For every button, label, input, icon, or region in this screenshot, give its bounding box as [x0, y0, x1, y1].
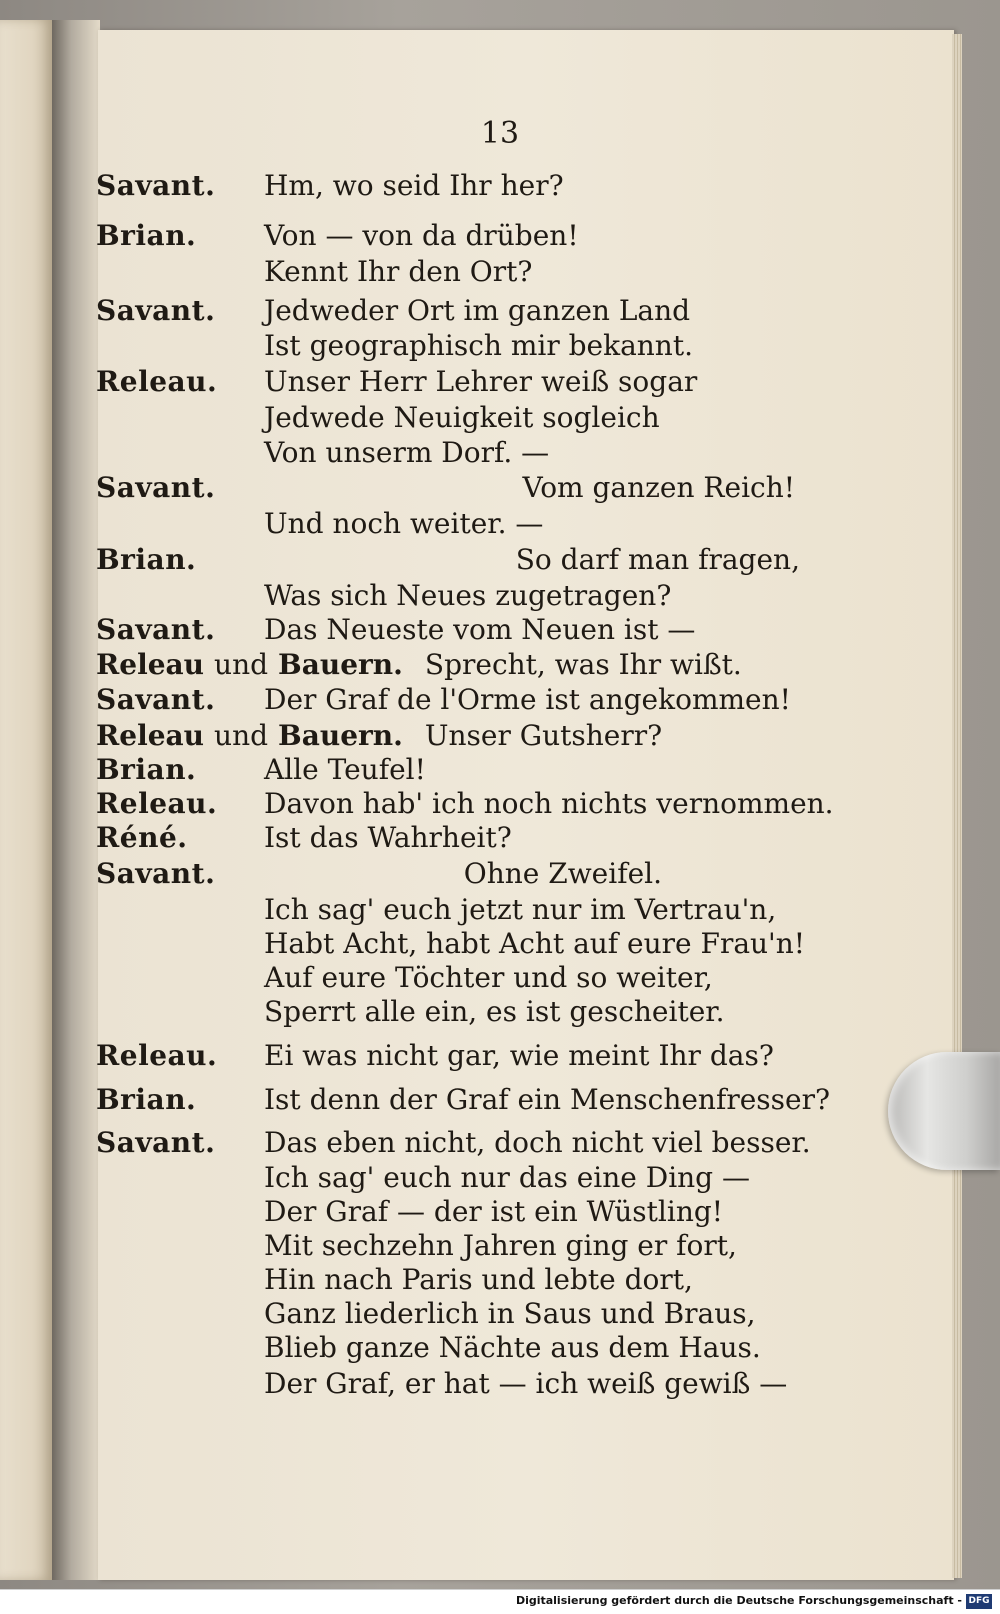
- dialogue-line: [0, 1228, 1000, 1264]
- speaker-name: Savant.: [96, 294, 216, 327]
- dialogue-line: [0, 1262, 1000, 1298]
- dialogue-line: [0, 542, 1000, 578]
- dialogue-line: [0, 328, 1000, 364]
- speaker-name: Savant.: [96, 169, 216, 202]
- speaker-conjunction: und: [214, 719, 269, 752]
- speech-text: Mit sechzehn Jahren ging er fort,: [264, 1229, 737, 1262]
- speech-text: Davon hab' ich noch nichts vernommen.: [264, 787, 834, 820]
- dialogue-line: [0, 1038, 1000, 1074]
- speech-text: Ich sag' euch nur das eine Ding —: [264, 1161, 751, 1194]
- speech-text: Ist geographisch mir bekannt.: [264, 329, 693, 362]
- page-number: 13: [480, 116, 520, 151]
- dialogue-line: [0, 718, 1000, 754]
- dialogue-line: [0, 1194, 1000, 1230]
- speech-text: Sprecht, was Ihr wißt.: [424, 648, 742, 681]
- speech-text: Hin nach Paris und lebte dort,: [264, 1263, 693, 1296]
- dialogue-line: [0, 1330, 1000, 1366]
- dialogue-line: [0, 364, 1000, 400]
- dialogue-line: [0, 856, 1000, 892]
- speaker-name: Savant.: [96, 613, 216, 646]
- speaker-conjunction: und: [214, 648, 269, 681]
- speech-text: Ist denn der Graf ein Menschenfresser?: [264, 1083, 830, 1116]
- speech-text: Der Graf de l'Orme ist angekommen!: [264, 683, 791, 716]
- speaker-name: Savant.: [96, 1126, 216, 1159]
- speech-text: Vom ganzen Reich!: [522, 471, 795, 504]
- speech-text: Unser Herr Lehrer weiß sogar: [264, 365, 698, 398]
- speech-text: Und noch weiter. —: [264, 507, 544, 540]
- dialogue-line: [0, 926, 1000, 962]
- speech-text: Das Neueste vom Neuen ist —: [264, 613, 696, 646]
- speech-text: Blieb ganze Nächte aus dem Haus.: [264, 1331, 761, 1364]
- dialogue-line: [0, 647, 1000, 683]
- dfg-logo: DFG: [966, 1594, 992, 1609]
- dialogue-line: [0, 578, 1000, 614]
- dialogue-line: [0, 612, 1000, 648]
- speech-text: Von unserm Dorf. —: [264, 436, 550, 469]
- speaker-name: Releau: [96, 648, 205, 681]
- dialogue-line: [0, 786, 1000, 822]
- speech-text: Jedwede Neuigkeit sogleich: [264, 401, 660, 434]
- speaker-name: Releau.: [96, 1039, 218, 1072]
- dialogue-line: [0, 752, 1000, 788]
- speech-text: Alle Teufel!: [264, 753, 426, 786]
- speaker-name: Releau.: [96, 787, 218, 820]
- speech-text: Sperrt alle ein, es ist gescheiter.: [264, 995, 725, 1028]
- speaker-name-second: Bauern.: [278, 719, 403, 752]
- speech-text: Ist das Wahrheit?: [264, 821, 512, 854]
- digitization-footer: [0, 1589, 1000, 1614]
- speech-text: Der Graf — der ist ein Wüstling!: [264, 1195, 724, 1228]
- speech-text: Unser Gutsherr?: [424, 719, 663, 752]
- dialogue-line: [0, 506, 1000, 542]
- speaker-name-second: Bauern.: [278, 648, 403, 681]
- speaker-name: Brian.: [96, 219, 197, 252]
- speech-text: Von — von da drüben!: [264, 219, 579, 252]
- footer-credit: Digitalisierung gefördert durch die Deutsche Forschungsgemeinschaft -: [515, 1594, 962, 1607]
- combined-speakers: [96, 718, 662, 754]
- speech-text: Jedweder Ort im ganzen Land: [264, 294, 691, 327]
- speaker-name: Brian.: [96, 1083, 197, 1116]
- dialogue-line: [0, 820, 1000, 856]
- speaker-name: Savant.: [96, 471, 216, 504]
- dialogue-line: [0, 1160, 1000, 1196]
- dialogue-line: [0, 218, 1000, 254]
- speaker-name: Savant.: [96, 683, 216, 716]
- dialogue-line: [0, 682, 1000, 718]
- dialogue-line: [0, 960, 1000, 996]
- speech-text: Das eben nicht, doch nicht viel besser.: [264, 1126, 811, 1159]
- speaker-name: Savant.: [96, 857, 216, 890]
- speaker-name: Releau.: [96, 365, 218, 398]
- speech-text: Habt Acht, habt Acht auf eure Frau'n!: [264, 927, 806, 960]
- speech-text: Der Graf, er hat — ich weiß gewiß —: [264, 1367, 788, 1400]
- dialogue-line: [0, 435, 1000, 471]
- speaker-name: Releau: [96, 719, 205, 752]
- dialogue-line: [0, 892, 1000, 928]
- speaker-name: Brian.: [96, 543, 197, 576]
- speaker-name: Brian.: [96, 753, 197, 786]
- combined-speakers: [96, 647, 742, 683]
- speech-text: Kennt Ihr den Ort?: [264, 255, 533, 288]
- dialogue-line: [0, 1296, 1000, 1332]
- dialogue-line: [0, 1366, 1000, 1402]
- speech-text: So darf man fragen,: [515, 543, 800, 576]
- speech-text: Ei was nicht gar, wie meint Ihr das?: [264, 1039, 774, 1072]
- dialogue-line: [0, 470, 1000, 506]
- dialogue-line: [0, 168, 1000, 204]
- speech-text: Ohne Zweifel.: [463, 857, 662, 890]
- dialogue-line: [0, 400, 1000, 436]
- dialogue-line: [0, 994, 1000, 1030]
- speech-text: Ganz liederlich in Saus und Braus,: [264, 1297, 756, 1330]
- dialogue-line: [0, 1125, 1000, 1161]
- dialogue-line: [0, 293, 1000, 329]
- speech-text: Hm, wo seid Ihr her?: [264, 169, 564, 202]
- speech-text: Auf eure Töchter und so weiter,: [264, 961, 713, 994]
- speaker-name: Réné.: [96, 821, 188, 854]
- dialogue-line: [0, 254, 1000, 290]
- dialogue-line: [0, 1082, 1000, 1118]
- speech-text: Was sich Neues zugetragen?: [264, 579, 672, 612]
- speech-text: Ich sag' euch jetzt nur im Vertrau'n,: [264, 893, 777, 926]
